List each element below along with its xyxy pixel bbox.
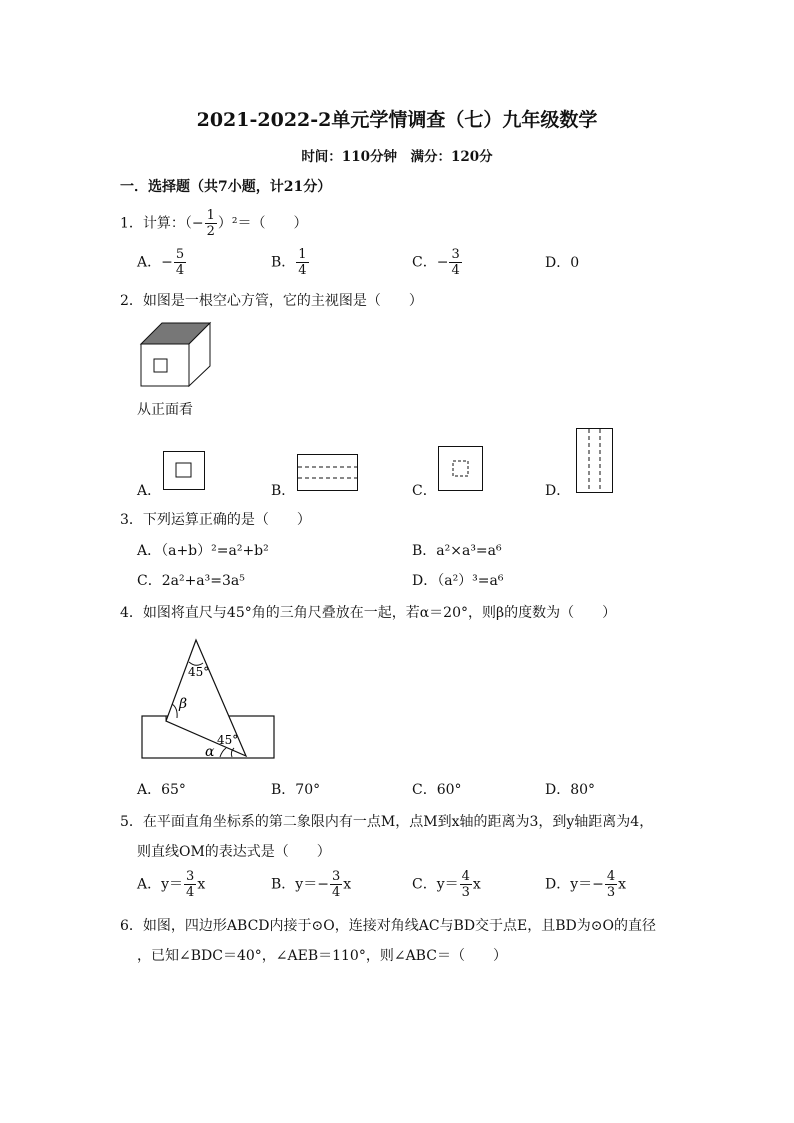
section-heading: 一．选择题（共7小题，计21分） xyxy=(120,179,332,195)
q5-c-label: C．y＝ xyxy=(412,876,459,893)
angle-label-top-45: 45° xyxy=(188,665,210,679)
q5-a-num: 3 xyxy=(186,869,195,884)
q1-option-c[interactable] xyxy=(412,248,463,277)
q1-c-fraction xyxy=(449,248,461,277)
q1-b-num: 1 xyxy=(298,247,307,262)
q3-option-a[interactable]: A．（a+b）²=a²+b² xyxy=(137,543,269,559)
q1-a-den: 4 xyxy=(175,263,185,278)
q4-option-c[interactable]: C．60° xyxy=(412,782,462,798)
q1-a-fraction xyxy=(174,248,186,277)
q5-d-den: 3 xyxy=(606,885,616,900)
q2-option-a-label[interactable]: A． xyxy=(137,483,162,499)
q2-option-b-figure[interactable] xyxy=(297,454,359,492)
q5-b-num: 3 xyxy=(331,869,341,884)
q2-option-a-figure[interactable] xyxy=(163,451,207,491)
q1-frac-num: 1 xyxy=(206,208,215,223)
q5-c-fraction xyxy=(460,870,472,899)
q5-c-num: 4 xyxy=(461,869,470,884)
q3-option-c[interactable]: C．2a²+a³=3a⁵ xyxy=(137,573,245,589)
q1-option-b[interactable] xyxy=(271,248,310,277)
q5-a-label: A．y＝ xyxy=(137,876,184,893)
q2-option-c-label[interactable]: C． xyxy=(412,483,437,499)
ruler-triangle-figure xyxy=(140,638,280,762)
q5-a-suffix: x xyxy=(197,876,206,893)
question-2-stem: 2．如图是一根空心方管，它的主视图是（ ） xyxy=(120,293,423,309)
q1-c-num: 3 xyxy=(451,247,460,262)
q5-a-den: 4 xyxy=(186,885,195,900)
q2-option-c-figure[interactable] xyxy=(438,446,484,492)
angle-label-alpha: α xyxy=(205,744,215,760)
q5-c-den: 3 xyxy=(461,885,470,900)
q1-a-label: A．− xyxy=(137,254,173,271)
question-1-stem xyxy=(120,209,308,238)
q1-b-label: B． xyxy=(271,254,296,271)
question-5-stem-line2: 则直线OM的表达式是（ ） xyxy=(137,844,331,860)
q1-c-den: 4 xyxy=(451,263,460,278)
front-view-caption: 从正面看 xyxy=(137,402,193,418)
q5-b-den: 4 xyxy=(331,885,341,900)
question-6-stem-line2: ，已知∠BDC＝40°，∠AEB＝110°，则∠ABC＝（ ） xyxy=(137,948,507,964)
q1-suffix: ）²＝（ ） xyxy=(217,215,308,232)
q5-c-suffix: x xyxy=(472,876,481,893)
q4-option-a[interactable]: A．65° xyxy=(137,782,186,798)
q4-option-d[interactable]: D．80° xyxy=(545,782,596,798)
q1-c-label: C．− xyxy=(412,254,449,271)
q5-b-suffix: x xyxy=(343,876,352,893)
q1-b-den: 4 xyxy=(298,263,307,278)
q1-a-num: 5 xyxy=(175,247,185,262)
q5-a-fraction xyxy=(184,870,196,899)
question-6-stem-line1: 6．如图，四边形ABCD内接于⊙O，连接对角线AC与BD交于点E，且BD为⊙O的直径 xyxy=(120,918,656,934)
hollow-square-tube-figure xyxy=(138,320,214,390)
page-title: 2021-2022-2单元学情调查（七）九年级数学 xyxy=(196,109,598,131)
q1-fraction xyxy=(205,209,217,238)
q3-option-b[interactable]: B．a²×a³=a⁶ xyxy=(412,543,502,559)
question-4-stem: 4．如图将直尺与45°角的三角尺叠放在一起，若α＝20°，则β的度数为（ ） xyxy=(120,605,617,621)
q2-option-d-label[interactable]: D． xyxy=(545,483,571,499)
q5-option-c[interactable] xyxy=(412,870,481,899)
q5-b-fraction xyxy=(330,870,342,899)
q1-b-fraction xyxy=(296,248,308,277)
q1-option-a[interactable] xyxy=(137,248,187,277)
q1-option-d[interactable]: D．0 xyxy=(545,255,580,271)
q5-d-suffix: x xyxy=(618,876,627,893)
question-3-stem: 3．下列运算正确的是（ ） xyxy=(120,512,311,528)
angle-label-mid-45: 45° xyxy=(217,733,239,747)
q5-option-d[interactable] xyxy=(545,870,626,899)
q4-option-b[interactable]: B．70° xyxy=(271,782,321,798)
q2-option-d-figure[interactable] xyxy=(576,428,614,494)
q5-d-fraction xyxy=(605,870,617,899)
q5-d-num: 4 xyxy=(606,869,616,884)
question-5-stem-line1: 5．在平面直角坐标系的第二象限内有一点M，点M到x轴的距离为3，到y轴距离为4， xyxy=(120,814,654,830)
exam-info: 时间：110分钟 满分：120分 xyxy=(301,149,493,165)
q3-option-d[interactable]: D．（a²）³=a⁶ xyxy=(412,573,504,589)
q5-d-label: D．y＝− xyxy=(545,876,604,893)
q1-prefix: 1．计算：（− xyxy=(120,215,204,232)
q5-option-b[interactable] xyxy=(271,870,351,899)
q5-option-a[interactable] xyxy=(137,870,205,899)
q1-frac-den: 2 xyxy=(206,224,215,239)
angle-label-beta: β xyxy=(179,696,188,712)
q2-option-b-label[interactable]: B． xyxy=(271,483,296,499)
q5-b-label: B．y＝− xyxy=(271,876,329,893)
